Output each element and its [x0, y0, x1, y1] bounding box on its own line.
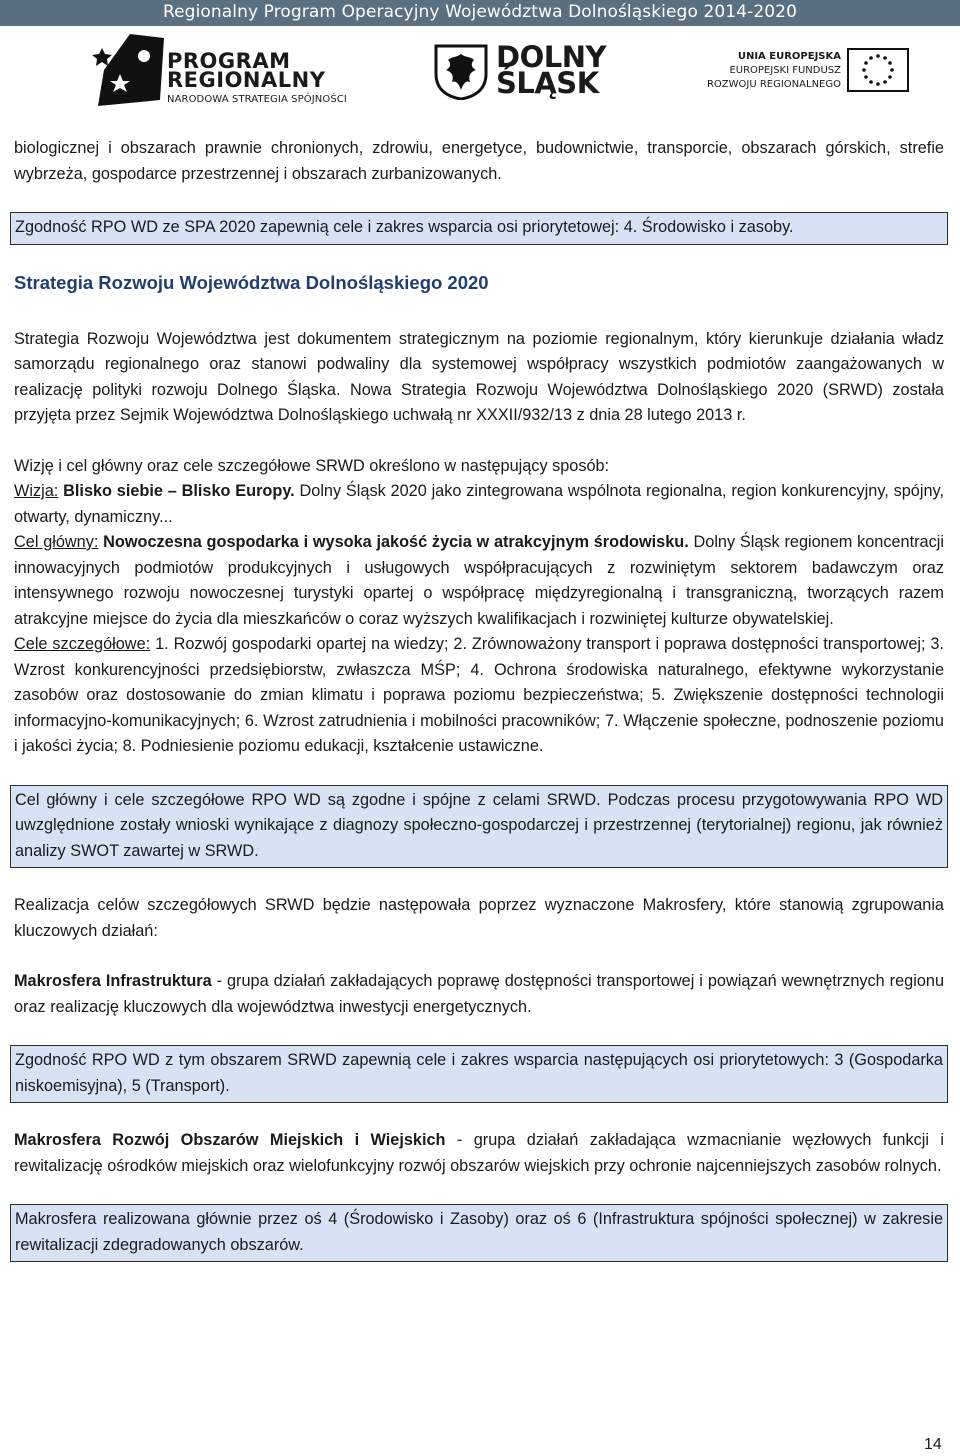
dolny-slask-line1: DOLNY — [496, 40, 606, 74]
paragraph-makrosfery: Realizacja celów szczegółowych SRWD będzie następowała poprzez wyznaczone Makrosfery, które stanowią zgrupowania kluczowych działań: — [14, 896, 944, 940]
vision-motto: Blisko siebie – Blisko Europy. — [63, 482, 295, 500]
paragraph-makrosfera-infrastruktura — [14, 969, 944, 1020]
main-goal-text: Dolny Śląsk regionem koncentracji innowacyjnych podmiotów produkcyjnych i usługowych współpracujących z rozwiniętym sektorem badawczym oraz intensywnego rozwoju nowoczesnej turystyki opartej o współpracę międzyregionalną i transgraniczną, tworzących razem atrakcyjne miejsce do życia dla mieszkańców o coraz wyższych kwalifikacjach i rozwiniętej kulturze obywatelskiej. — [14, 533, 944, 628]
document-body — [14, 136, 944, 1262]
paragraph-strategy: Strategia Rozwoju Województwa jest dokumentem strategicznym na poziomie regionalnym, który kierunkuje działania władz samorządu regionalnego oraz stanowi podwaliny dla systemowej współpracy wszystkich podmiotów zaangażowanych w realizację polityki rozwoju Dolnego Śląska. Nowa Strategia Rozwoju Województwa Dolnośląskiego 2020 (SRWD) została przyjęta przez Sejmik Województwa Dolnośląskiego uchwałą nr XXXII/932/13 z dnia 28 lutego 2013 r. — [14, 329, 944, 424]
dolny-slask-crest-icon — [434, 44, 488, 100]
highlight-box-infrastruktura-text: Zgodność RPO WD z tym obszarem SRWD zapewnią cele i zakres wsparcia następujących osi priorytetowych: 3 (Gospodarka niskoemisyjna), 5 (Transport). — [15, 1051, 943, 1095]
vision-intro: Wizję i cel główny oraz cele szczegółowe SRWD określono w następujący sposób: — [14, 456, 610, 475]
program-regionalny-emblem-icon — [90, 34, 164, 106]
makrosfera-rozwoj-text: - grupa działań zakładająca wzmacnianie węzłowych funkcji i rewitalizację ośrodków miejskich oraz wielofunkcyjny rozwój obszarów wiejskich przy ochronie najcenniejszych zasobów rolnych. — [14, 1131, 944, 1175]
document-header-title: Regionalny Program Operacyjny Województwa Dolnośląskiego 2014-2020 — [162, 2, 798, 22]
main-goal-label: Cel główny: — [14, 533, 99, 551]
vision-label: Wizja: — [14, 482, 59, 500]
highlight-box-spa-text: Zgodność RPO WD ze SPA 2020 zapewnią cele i zakres wsparcia osi priorytetowej: 4. Środowisko i zasoby. — [15, 218, 794, 236]
makrosfera-infrastruktura-text: - grupa działań zakładających poprawę dostępności transportowej i powiązań wewnętrznych regionu oraz realizację kluczowych dla województwa inwestycji energetycznych. — [14, 972, 944, 1016]
program-regionalny-logo — [90, 34, 347, 111]
highlight-box-srwd — [10, 785, 948, 869]
highlight-box-rozwoj — [10, 1204, 948, 1262]
program-regionalny-line1: PROGRAM — [167, 49, 291, 73]
page-number: 14 — [924, 1436, 942, 1453]
paragraph-intro: biologicznej i obszarach prawnie chronionych, zdrowiu, energetyce, budownictwie, transporcie, obszarach górskich, strefie wybrzeża, gospodarce przestrzennej i obszarach zurbanizowanych. — [14, 139, 944, 183]
specific-goals-text: 1. Rozwój gospodarki opartej na wiedzy; 2. Zrównoważony transport i poprawa dostępności transportowej; 3. Wzrost konkurencyjności przedsiębiorstw, zwłaszcza MŚP; 4. Ochrona środowiska naturalnego, efektywne wykorzystanie zasobów oraz dostosowanie do zmian klimatu i poprawa poziomu bezpieczeństwa; 5. Zwiększenie dostępności technologii informacyjno-komunikacyjnych; 6. Wzrost zatrudnienia i mobilności pracowników; 7. Włączenie społeczne, podnoszenie poziomu i jakości życia; 8. Podniesienie poziomu edukacji, kształcenie ustawiczne. — [14, 635, 945, 755]
highlight-box-srwd-text: Cel główny i cele szczegółowe RPO WD są zgodne i spójne z celami SRWD. Podczas procesu przygotowywania RPO WD uwzględnione zostały wnioski wynikające z diagnozy społeczno-gospodarczej i przestrzennej (terytorialnej) regionu, jak również analizy SWOT zawartej w SRWD. — [15, 790, 943, 860]
highlight-box-spa — [10, 212, 948, 245]
specific-goals-label: Cele szczegółowe: — [14, 635, 151, 653]
makrosfera-infrastruktura-title: Makrosfera Infrastruktura — [14, 972, 212, 990]
document-header-bar — [0, 0, 960, 26]
eu-line3: ROZWOJU REGIONALNEGO — [706, 79, 841, 90]
logo-strip — [0, 30, 960, 110]
dolny-slask-line2: ŚLĄSK — [496, 66, 599, 100]
program-regionalny-line2: REGIONALNY — [167, 68, 326, 92]
makrosfera-rozwoj-title: Makrosfera Rozwój Obszarów Miejskich i Wiejskich — [14, 1131, 446, 1149]
paragraph-vision-goals — [14, 454, 944, 760]
eu-line1: UNIA EUROPEJSKA — [737, 51, 841, 62]
paragraph-makrosfera-rozwoj — [14, 1128, 944, 1179]
dolny-slask-logo — [434, 40, 606, 105]
eu-line2: EUROPEJSKI FUNDUSZ — [729, 65, 841, 76]
program-regionalny-line3: NARODOWA STRATEGIA SPÓJNOŚCI — [167, 94, 347, 105]
eu-flag-icon — [847, 48, 909, 92]
vision-text: Dolny Śląsk 2020 jako zintegrowana wspólnota regionalna, region konkurencyjny, spójny, otwarty, dynamiczny... — [14, 482, 944, 526]
highlight-box-rozwoj-text: Makrosfera realizowana głównie przez oś 4 (Środowisko i Zasoby) oraz oś 6 (Infrastruktura spójności społecznej) w zakresie rewitalizacji zdegradowanych obszarów. — [15, 1210, 943, 1254]
highlight-box-infrastruktura — [10, 1045, 948, 1103]
main-goal-title: Nowoczesna gospodarka i wysoka jakość życia w atrakcyjnym środowisku. — [103, 533, 689, 551]
section-heading: Strategia Rozwoju Województwa Dolnośląskiego 2020 — [14, 271, 489, 293]
